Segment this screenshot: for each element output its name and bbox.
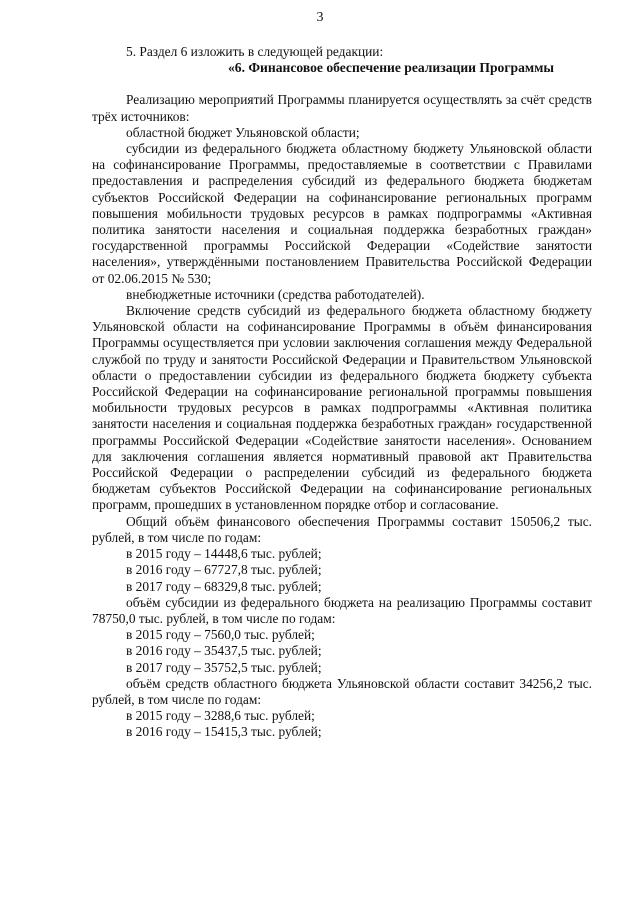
page-number: 3	[316, 10, 324, 25]
paragraph: субсидии из федерального бюджета областному бюджету Ульяновской области на софинансирование Программы, предоставляемые в соответствии с Правилами предоставления и распределения субсидий из федерального бюджета бюджетам субъектов Российской Федерации на софинансирование региональных программ повышения мобильности трудовых ресурсов в рамках подпрограммы «Активная политика занятости населения и социальная поддержка безработных граждан» государственной программы Российской Федерации «Содействие занятости населения», утверждёнными постановлением Правительства Российской Федерации от 02.06.2015 № 530;	[92, 141, 592, 286]
paragraph: Общий объём финансового обеспечения Программы составит 150506,2 тыс. рублей, в том числе по годам:	[92, 513, 592, 545]
list-item: в 2016 году – 35437,5 тыс. рублей;	[126, 643, 322, 659]
list-item: в 2015 году – 3288,6 тыс. рублей;	[126, 708, 315, 724]
list-item: в 2016 году – 67727,8 тыс. рублей;	[126, 562, 322, 578]
paragraph: Реализацию мероприятий Программы планируется осуществлять за счёт средств трёх источников:	[92, 92, 592, 124]
paragraph: объём субсидии из федерального бюджета на реализацию Программы составит 78750,0 тыс. рублей, в том числе по годам:	[92, 594, 592, 626]
list-item: в 2017 году – 35752,5 тыс. рублей;	[126, 659, 322, 675]
paragraph: Включение средств субсидий из федерального бюджета областному бюджету Ульяновской области на софинансирование Программы в объём финансирования Программы осуществляется при условии заключения соглашения между Федеральной службой по труду и занятости Российской Федерации и Правительством Ульяновской области о предоставлении субсидии из федерального бюджета бюджету субъекта Российской Федерации на софинансирование региональной программы повышения мобильности трудовых ресурсов в рамках подпрограммы «Активная политика занятости населения и социальная поддержка безработных граждан» государственной программы Российской Федерации «Содействие занятости населения». Основанием для заключения соглашения является нормативный правовой акт Правительства Российской Федерации о распределении субсидий из федерального бюджета бюджетам субъектов Российской Федерации на софинансирование региональных программ, прошедших в установленном порядке отбор и согласование.	[92, 303, 592, 513]
document-body	[92, 44, 592, 741]
section-heading: «6. Финансовое обеспечение реализации Программы	[227, 60, 555, 76]
list-item: в 2017 году – 68329,8 тыс. рублей;	[126, 578, 322, 594]
paragraph: объём средств областного бюджета Ульяновской области составит 34256,2 тыс. рублей, в том числе по годам:	[92, 675, 592, 707]
amendment-intro: 5. Раздел 6 изложить в следующей редакции:	[126, 44, 384, 59]
list-item: внебюджетные источники (средства работодателей).	[126, 286, 425, 302]
list-item: в 2015 году – 7560,0 тыс. рублей;	[126, 627, 315, 643]
list-item: в 2016 году – 15415,3 тыс. рублей;	[126, 724, 322, 740]
list-item: областной бюджет Ульяновской области;	[126, 124, 360, 140]
list-item: в 2015 году – 14448,6 тыс. рублей;	[126, 546, 322, 562]
